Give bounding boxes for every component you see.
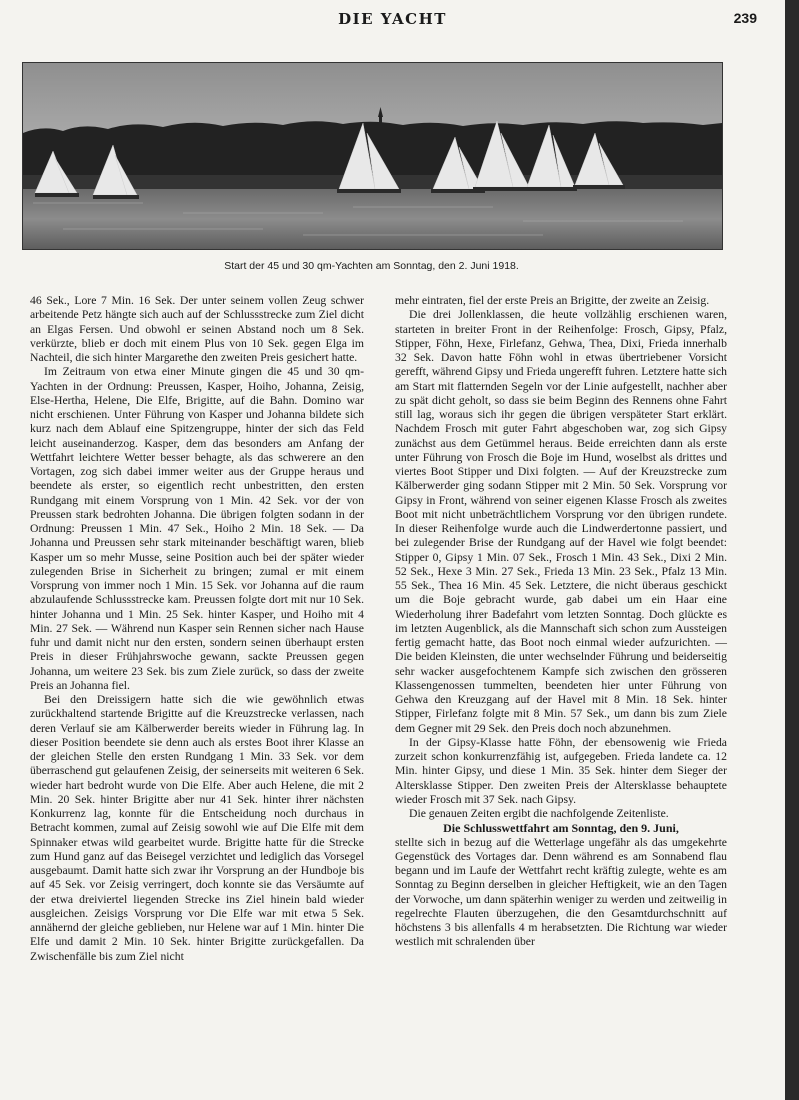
paragraph: mehr eintraten, fiel der erste Preis an Brigitte, der zweite an Zeisig.: [395, 294, 710, 307]
paragraph: stellte sich in bezug auf die Wetterlage ungefähr als das umgekehrte Gegenstück des Vortages dar. Denn während es am Sonnabend flau begann und im Laufe der Wettfahrt recht kräftig zulegte, wehte es am Sonntag zu Beginn derselben in gleicher Heftigkeit, wie an den Tagen der Vorwoche, um dann späterhin weniger zu werden und zeitweilig in regelrechte Flauten überzugehen, die den Gesamtdurchschnitt auf höchstens 3 bis allenfalls 4 m herabsetzten. Die Richtung war wieder westlich mit schralenden über: [395, 835, 727, 949]
paragraph: In der Gipsy-Klasse hatte Föhn, der ebensowenig wie Frieda zurzeit schon konkurrenzfähig ist, aufgegeben. Frieda landete ca. 12 Min. hinter Gipsy, und diese 1 Min. 35 Sek. hinter dem Sieger der Altersklasse Stipper. Den zweiten Preis der Altersklasse behauptete wieder Frosch mit 37 Sek. nach Gipsy.: [395, 735, 727, 806]
section-subheading: Die Schlusswettfahrt am Sonntag, den 9. Juni,: [443, 821, 679, 836]
figure-caption: Start der 45 und 30 qm-Yachten am Sonntag, den 2. Juni 1918.: [224, 260, 519, 272]
running-title: DIE YACHT: [338, 10, 447, 28]
page-number: 239: [733, 10, 757, 26]
paragraph: Im Zeitraum von etwa einer Minute gingen die 45 und 30 qm-Yachten in der Ordnung: Preussen, Kasper, Hoiho, Johanna, Zeisig, Else-Hertha, Helene, Die Elfe, Brigitte, auf die Bahn. Domino war nicht erschienen. Unter Führung von Kasper und Johanna bildete sich kurz nach dem Ablauf eine Spitzengruppe, hinter der sich das Feld leicht auseinanderzog. Kasper, dem das besonders am Anfang der Wettfahrt leichtere Wetter besser behagte, als das schwerere an den Vortagen, zog sich dabei immer weiter aus der Gruppe heraus und beendete als erster, so eigentlich recht unbestritten, den ersten Rundgang mit einem Vorsprung von 1 Min. 42 Sek. vor der von Preussen stark bedrohten Johanna. Die übrigen folgten sodann in der Ordnung: Preussen 1 Min. 47 Sek., Hoiho 2 Min. 18 Sek. — Da Johanna und Preussen sehr stark miteinander beschäftigt waren, blieb Kasper um so mehr Musse, seine Position auch bei der später wieder zulegenden Brise in Sicherheit zu bringen; zumal er mit einem Vorsprung von immer noch 1 Min. 15 Sek. vor Johanna auf die raum abzulaufende Schlussstrecke kam. Preussen folgte dort mit nur 10 Sek. hinter Johanna und 1 Min. 25 Sek. hinter Kasper, und Hoiho mit 4 Min. 27 Sek. — Während nun Kasper sein Rennen sicher nach Hause fuhr und damit nicht nur den ersten, sondern seinen überhaupt ersten Preis in dieser Frühjahrswoche gewann, sackte Preussen gegen Johanna, um weitere 23 Sek. bis zum Ziele zurück, so dass der zweite Preis an Johanna fiel.: [30, 365, 364, 692]
regatta-photograph: [22, 62, 723, 250]
paragraph: Bei den Dreissigern hatte sich die wie gewöhnlich etwas zurückhaltend startende Brigitte auf die Kreuzstrecke verlassen, nach deren Verlauf sie am Kälberwerder bereits wieder in Führung lag. In dieser Position beendete sie denn auch als erstes Boot ihrer Klasse an der gleichen Stelle den ersten Rundgang 1 Min. 33 Sek. vor dem überraschend gut gelaufenen Zeisig, der seinerseits mit weiteren 6 Sek. wieder hart bedroht wurde von Die Elfe. Aber auch Helene, die mit 2 Min. 20 Sek. hinter Brigitte aber nur 41 Sek. hinter ihrer nächsten Konkurrenz lag, konnte für die Entscheidung noch durchaus in Betracht kommen, zumal auf Zeisig sowohl wie auf Die Elfe mit dem Spinnaker etwas wild gearbeitet wurde. Brigitte hatte für die Strecke zum Hund ganz auf das Beisegel verzichtet und lediglich das Vorsegel ausgebaumt. Damit hatte sich zwar ihr Vorsprung an der Hundboje bis auf 45 Sek. vor Zeisig verringert, doch konnte sie das Versäumte auf der etwa dreiviertel liegenden Strecke ins Ziel hinein bald wieder ausgleichen. Zeisigs Vorsprung vor Die Elfe war mit etwa 5 Sek. annähernd der gleiche geblieben, nur Helene war auf 1 Min. hinter Die Elfe und damit 2 Min. 10 Sek. hinter Brigitte zurückgefallen. Da Zwischenfälle bis zum Ziel nicht: [30, 693, 364, 963]
paragraph: Die drei Jollenklassen, die heute vollzählig erschienen waren, starteten in breiter Front in der Reihenfolge: Frosch, Gipsy, Pfalz, Stipper, Föhn, Hexe, Firlefanz, Gehwa, Thea, Dixi, Frieda innerhalb 32 Sek. Davon hatte Föhn wohl in etwas übertriebener Vorsicht gerefft, während Gipsy und Frieda ungerefft fuhren. Letztere hatte sich am Start mit flatternden Segeln vor der Linie aufgestellt, nachher aber zu spät dicht geholt, so dass sie beim Beginn des Rennens ohne Fahrt still lag, woraus sich ihr gegen die übrigen verspäteter Start erklärt. Nachdem Frosch mit guter Fahrt abgeschoben war, zog sich Gipsy zunächst aus dem Getümmel heraus. Beide erreichten dann als erste unter Führung von Frosch die Boje im Hund, woselbst als drittes und viertes Boot Stipper und Dixi folgten. — Auf der Kreuzstrecke zum Kälberwerder ging sodann Stipper mit 2 Min. 50 Sek. Vorsprung vor Gipsy in Front, während von seiner eigenen Klasse Frosch als zweites Boot mit nicht unbeträchtlichem Vorsprung vor den übrigen rundete. In dieser Reihenfolge wurde auch die Lindwerdertonne passiert, und bei zulegender Brise der Rundgang auf der Havel wie folgt beendet: Stipper 0, Gipsy 1 Min. 07 Sek., Frosch 1 Min. 43 Sek., Dixi 2 Min. 52 Sek., Hexe 3 Min. 27 Sek., Frieda 13 Min. 23 Sek., Pfalz 13 Min. 55 Sek., Thea 16 Min. 45 Sek. Letztere, die nicht überaus geschickt um die Boje gebracht wurde, gab dabei um ein Haar eine Wiederholung ihrer Badefahrt vom letzten Sonntag. Doch glückte es im letzten Augenblick, als die Mannschaft sich schon zum Aussteigen fertig gemacht hatte, das Boot noch einmal wieder aufzurichten. — Die beiden Kleinsten, die unter wechselnder Führung und beiderseitig sehr wacker ausgefochtenem Kampfe sich zwischen den grösseren Klassengenossen tummelten, beendeten hier unter Führung von Gehwa den Kreuzgang auf der Havel mit 8 Min. 18 Sek. hinter Stipper, Firlefanz folgte mit 8 Min. 57 Sek., um dann bis zum Ziele dem Gegner mit 29 Sek. den Preis doch noch abzunehmen.: [395, 308, 727, 735]
page-header: [0, 10, 785, 40]
right-column: [395, 294, 727, 950]
left-column: [30, 294, 364, 964]
paragraph: 46 Sek., Lore 7 Min. 16 Sek. Der unter seinem vollen Zeug schwer arbeitende Petz hängte sich auch auf der Schlussstrecke zum Ziel dicht an Elgas Fersen. Und obwohl er seinen Abstand noch um 8 Sek. verkürzte, blieb er doch mit einem Plus von 10 Sek. gegen Elga im Nachteil, die sich hinter Margarethe den zweiten Preis gesichert hatte.: [30, 294, 364, 364]
paragraph: Die genauen Zeiten ergibt die nachfolgende Zeitenliste.: [409, 807, 669, 820]
